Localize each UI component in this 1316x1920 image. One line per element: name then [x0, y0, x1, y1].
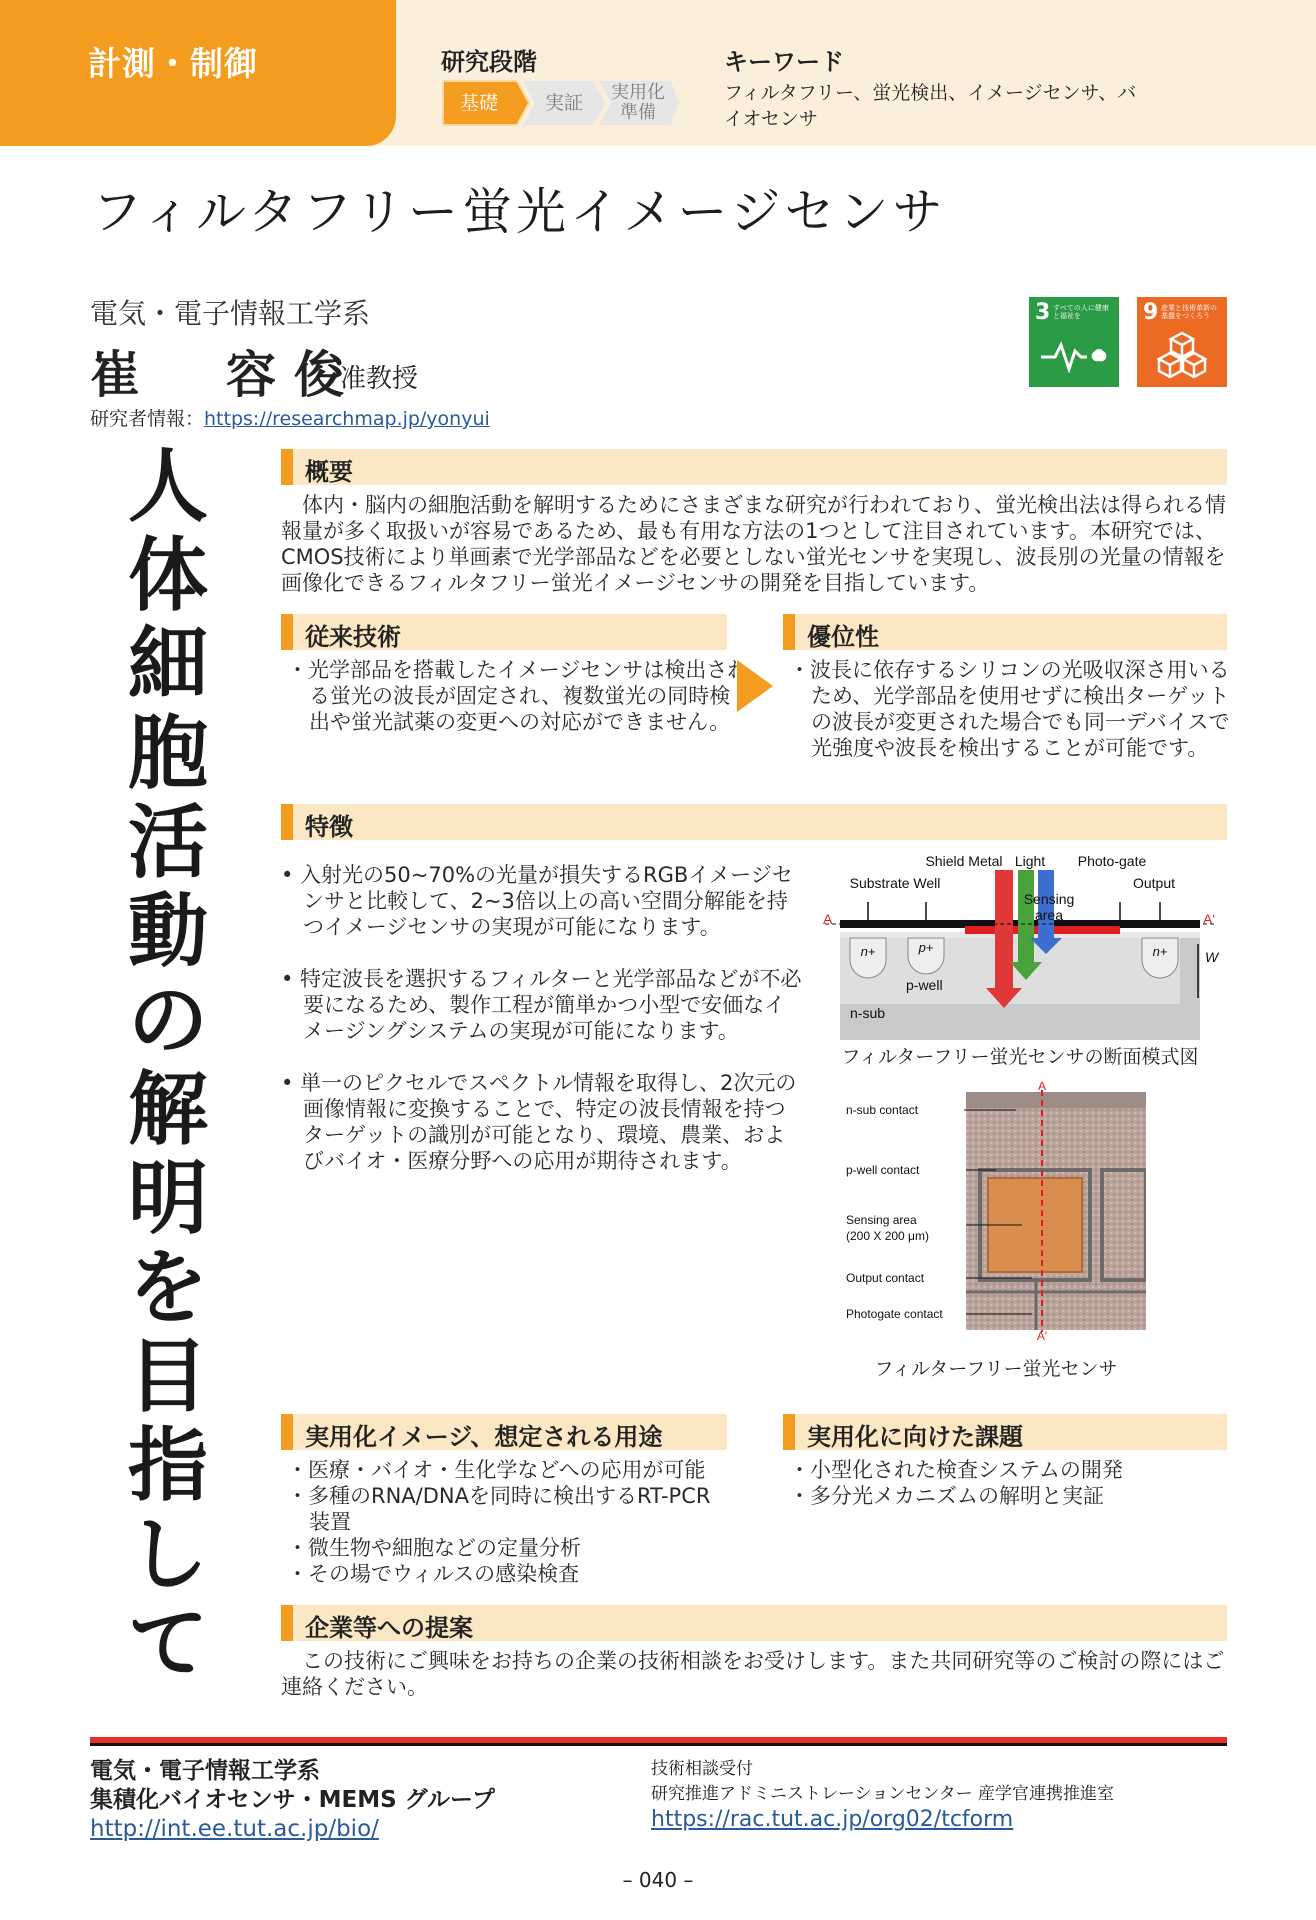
- sdg-3-number: 3: [1035, 300, 1051, 325]
- keyword-heading: キーワード: [724, 48, 844, 76]
- label-output: Output: [1132, 875, 1176, 891]
- feature-item: • 入射光の50~70%の光量が損失するRGBイメージセンサと比較して、2~3倍以上の高い空間分解能を持つイメージセンサの実現が可能になります。: [281, 863, 793, 939]
- researcher-info-link[interactable]: https://researchmap.jp/yonyui: [204, 408, 490, 430]
- researcher-info-label: 研究者情報：: [90, 408, 205, 430]
- stage-practical: 実用化 準備: [611, 82, 665, 123]
- features-header: [281, 804, 1227, 840]
- footer-contact-left: [90, 1757, 495, 1844]
- label-area: area: [1034, 907, 1064, 923]
- application-item: ・その場でウィルスの感染検査: [287, 1562, 580, 1586]
- page-number: – 040 –: [622, 1868, 694, 1892]
- sdg-9-number: 9: [1143, 300, 1159, 325]
- sdg-3-text: すべての人に健康と福祉を: [1053, 304, 1109, 320]
- footer-dept: 電気・電子情報工学系: [90, 1758, 320, 1784]
- application-item: ・多種のRNA/DNAを同時に検出するRT-PCR装置: [287, 1484, 711, 1534]
- applications-header: [281, 1414, 727, 1450]
- feature-item: • 単一のピクセルでスペクトル情報を取得し、2次元の画像情報に変換することで、特定の波長情報を持つターゲットの識別が可能となり、環境、農業、およびバイオ・医療分野への応用が期待されます。: [281, 1071, 797, 1173]
- advantage-heading: 優位性: [807, 623, 879, 651]
- figure1-caption: フィルターフリー蛍光センサの断面模式図: [841, 1046, 1199, 1068]
- label-substrate-well: Substrate Well: [849, 875, 941, 891]
- cross-section-diagram: [820, 852, 1220, 1040]
- label-light: Light: [1014, 853, 1046, 869]
- proposal-header: [281, 1605, 1227, 1641]
- challenges-list: [789, 1457, 1227, 1509]
- features-list: [281, 862, 803, 1174]
- micro-label-a-prime: A': [1036, 1329, 1048, 1340]
- stage-basic: 基礎: [459, 92, 498, 114]
- conventional-heading: 従来技術: [305, 623, 401, 651]
- overview-text: 体内・脳内の細胞活動を解明するためにさまざまな研究が行われており、蛍光検出法は得られる情報量が多く取扱いが容易であるため、最も有用な方法の1つとして注目されています。本研究では、CMOS技術により単画素で光学部品などを必要としない蛍光センサを実現し、波長別の光量の情報を画像化できるフィルタフリー蛍光イメージセンサの開発を目指しています。: [281, 493, 1226, 595]
- micro-label-photogate: Photogate contact: [846, 1307, 943, 1321]
- challenge-item: ・多分光メカニズムの解明と実証: [789, 1484, 1104, 1508]
- footer-consult-label: 技術相談受付: [651, 1759, 753, 1779]
- challenges-heading: 実用化に向けた課題: [807, 1423, 1023, 1451]
- label-shield-metal: Shield Metal: [925, 853, 1003, 869]
- footer-group: 集積化バイオセンサ・MEMS グループ: [90, 1787, 495, 1813]
- category-label: 計測・制御: [88, 44, 258, 83]
- page-title: フィルタフリー蛍光イメージセンサ: [92, 183, 947, 241]
- stage-demo: 実証: [544, 92, 583, 114]
- overview-header: [281, 449, 1227, 485]
- conventional-header: [281, 614, 727, 650]
- footer-rule-black: [90, 1743, 1227, 1746]
- label-a: A: [823, 911, 833, 927]
- label-sensing: Sensing: [1023, 891, 1075, 907]
- label-p-well: p-well: [906, 977, 943, 993]
- label-n-sub: n-sub: [850, 1005, 886, 1021]
- figure2-caption: フィルターフリー蛍光センサ: [874, 1358, 1118, 1380]
- footer-contact-right: [651, 1757, 1114, 1834]
- applications-list: [287, 1457, 727, 1587]
- advantage-header: [783, 614, 1227, 650]
- challenges-header: [783, 1414, 1227, 1450]
- arrow-right-icon: [737, 660, 773, 712]
- micro-label-pwell: p-well contact: [846, 1163, 920, 1177]
- footer-group-link[interactable]: http://int.ee.tut.ac.jp/bio/: [90, 1816, 379, 1842]
- challenge-item: ・小型化された検査システムの開発: [789, 1458, 1123, 1482]
- heartbeat-icon: [1039, 339, 1109, 373]
- footer-office-link[interactable]: https://rac.tut.ac.jp/org02/tcform: [651, 1807, 1014, 1832]
- vertical-title: 人体細胞活動の解明を目指して: [128, 439, 208, 1690]
- feature-item: • 特定波長を選択するフィルターと光学部品などが不必要になるため、製作工程が簡単かつ小型で安価なイメージングシステムの実現が可能になります。: [281, 967, 802, 1043]
- overview-heading: 概要: [305, 458, 353, 486]
- micro-label-a: A: [1037, 1082, 1047, 1093]
- footer-office: 研究推進アドミニストレーションセンター 産学官連携推進室: [651, 1784, 1115, 1804]
- label-nplus-right: n+: [1152, 944, 1168, 959]
- micro-label-sensing: Sensing area: [846, 1213, 917, 1227]
- researcher-name: 崔 容俊: [90, 346, 362, 404]
- researcher-rank: 准教授: [340, 364, 419, 394]
- sdg-3-badge: [1029, 297, 1119, 387]
- micro-label-nsub: n-sub contact: [846, 1103, 919, 1117]
- label-pplus: p+: [918, 940, 934, 955]
- cubes-icon: [1157, 329, 1207, 379]
- micro-label-output: Output contact: [846, 1271, 925, 1285]
- sensor-micrograph: [846, 1082, 1146, 1340]
- label-nplus-left: n+: [860, 944, 876, 959]
- micro-label-sensing-size: (200 X 200 μm): [846, 1229, 929, 1243]
- application-item: ・微生物や細胞などの定量分析: [287, 1536, 581, 1560]
- proposal-text: この技術にご興味をお持ちの企業の技術相談をお受けします。また共同研究等のご検討の際にはご連絡ください。: [281, 1649, 1225, 1699]
- stage-heading: 研究段階: [441, 48, 537, 76]
- sdg-9-badge: [1137, 297, 1227, 387]
- department: 電気・電子情報工学系: [90, 297, 371, 330]
- applications-heading: 実用化イメージ、想定される用途: [305, 1423, 663, 1451]
- researcher-info: [90, 404, 490, 431]
- label-photo-gate: Photo-gate: [1077, 853, 1147, 869]
- label-w: W: [1205, 949, 1219, 965]
- proposal-heading: 企業等への提案: [305, 1614, 473, 1642]
- keywords: フィルタフリー、蛍光検出、イメージセンサ、バイオセンサ: [724, 82, 1137, 130]
- features-heading: 特徴: [305, 813, 353, 841]
- label-a-prime: A': [1203, 911, 1216, 927]
- sdg-9-text: 産業と技術革新の基盤をつくろう: [1161, 304, 1217, 320]
- application-item: ・医療・バイオ・生化学などへの応用が可能: [287, 1458, 706, 1482]
- conventional-text: ・光学部品を搭載したイメージセンサは検出される蛍光の波長が固定され、複数蛍光の同時検出や蛍光試薬の変更への対応ができません。: [287, 658, 749, 734]
- advantage-text: ・波長に依存するシリコンの光吸収深さ用いるため、光学部品を使用せずに検出ターゲットの波長が変更された場合でも同一デバイスで光強度や波長を検出することが可能です。: [789, 658, 1230, 760]
